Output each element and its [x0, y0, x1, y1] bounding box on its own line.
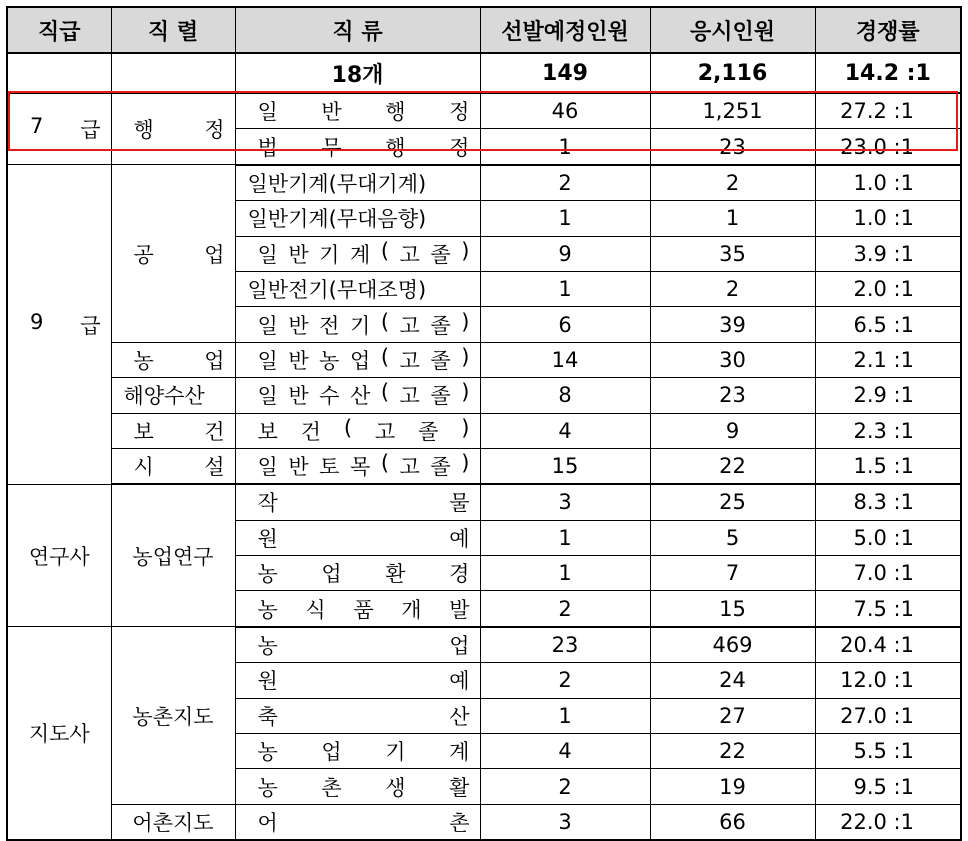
- ratio-cell: 1.0 :1: [815, 201, 961, 236]
- class-cell: 일 반 전 기 ( 고 졸 ): [235, 307, 480, 342]
- applicants-cell: 30: [650, 342, 815, 377]
- applicants-cell: 23: [650, 378, 815, 413]
- total-applicants: 2,116: [650, 53, 815, 93]
- header-series: 직 렬: [111, 7, 235, 53]
- ratio-cell: 20.4 :1: [815, 627, 961, 663]
- recruitment-competition-table: [6, 6, 962, 841]
- ratio-cell: 27.0 :1: [815, 698, 961, 733]
- applicants-cell: 2: [650, 271, 815, 306]
- ratio-cell: 1.0 :1: [815, 165, 961, 201]
- ratio-cell: 1.5 :1: [815, 448, 961, 484]
- total-grade-cell: [7, 53, 111, 93]
- planned-cell: 8: [480, 378, 650, 413]
- applicants-cell: 469: [650, 627, 815, 663]
- applicants-cell: 66: [650, 804, 815, 840]
- ratio-cell: 23.0 :1: [815, 129, 961, 165]
- series-cell-facility: 시 설: [111, 448, 235, 484]
- planned-cell: 6: [480, 307, 650, 342]
- applicants-cell: 25: [650, 484, 815, 520]
- header-ratio: 경쟁률: [815, 7, 961, 53]
- table-row: [7, 484, 961, 520]
- planned-cell: 1: [480, 556, 650, 591]
- class-cell: 작 물: [235, 484, 480, 520]
- ratio-cell: 22.0 :1: [815, 804, 961, 840]
- class-cell: 농 업 기 계: [235, 734, 480, 769]
- grade-cell-7: 7 급: [7, 93, 111, 165]
- class-cell: 일반기계(무대기계): [235, 165, 480, 201]
- planned-cell: 1: [480, 698, 650, 733]
- header-row: [7, 7, 961, 53]
- planned-cell: 14: [480, 342, 650, 377]
- planned-cell: 1: [480, 129, 650, 165]
- planned-cell: 9: [480, 236, 650, 271]
- grade-cell-instructor: 지도사: [7, 627, 111, 840]
- planned-cell: 2: [480, 591, 650, 627]
- planned-cell: 2: [480, 165, 650, 201]
- applicants-cell: 35: [650, 236, 815, 271]
- ratio-cell: 2.3 :1: [815, 413, 961, 448]
- total-class: 18개: [235, 53, 480, 93]
- applicants-cell: 9: [650, 413, 815, 448]
- class-cell: 법 무 행 정: [235, 129, 480, 165]
- planned-cell: 2: [480, 663, 650, 698]
- table-row: [7, 165, 961, 201]
- ratio-cell: 6.5 :1: [815, 307, 961, 342]
- planned-cell: 1: [480, 520, 650, 555]
- ratio-cell: 5.0 :1: [815, 520, 961, 555]
- applicants-cell: 7: [650, 556, 815, 591]
- class-cell: 원 예: [235, 663, 480, 698]
- series-cell-fishing-guidance: 어촌지도: [111, 804, 235, 840]
- class-cell: 일 반 토 목 ( 고 졸 ): [235, 448, 480, 484]
- ratio-cell: 2.1 :1: [815, 342, 961, 377]
- class-cell: 일 반 농 업 ( 고 졸 ): [235, 342, 480, 377]
- class-cell: 일반기계(무대음향): [235, 201, 480, 236]
- class-cell: 일 반 행 정: [235, 93, 480, 129]
- planned-cell: 3: [480, 484, 650, 520]
- ratio-cell: 2.9 :1: [815, 378, 961, 413]
- series-cell-fisheries: 해양수산: [111, 378, 235, 413]
- header-class: 직 류: [235, 7, 480, 53]
- class-cell: 농 촌 생 활: [235, 769, 480, 804]
- grade-cell-9: 9 급: [7, 165, 111, 485]
- class-cell: 일 반 수 산 ( 고 졸 ): [235, 378, 480, 413]
- table-row: [7, 448, 961, 484]
- applicants-cell: 27: [650, 698, 815, 733]
- header-planned: 선발예정인원: [480, 7, 650, 53]
- table-row: [7, 93, 961, 129]
- applicants-cell: 22: [650, 448, 815, 484]
- series-cell-agriculture: 농 업: [111, 342, 235, 377]
- ratio-cell: 5.5 :1: [815, 734, 961, 769]
- table-row: [7, 804, 961, 840]
- planned-cell: 4: [480, 413, 650, 448]
- series-cell-health: 보 건: [111, 413, 235, 448]
- series-cell-admin: 행 정: [111, 93, 235, 165]
- total-planned: 149: [480, 53, 650, 93]
- applicants-cell: 39: [650, 307, 815, 342]
- planned-cell: 23: [480, 627, 650, 663]
- ratio-cell: 8.3 :1: [815, 484, 961, 520]
- planned-cell: 46: [480, 93, 650, 129]
- applicants-cell: 1: [650, 201, 815, 236]
- applicants-cell: 1,251: [650, 93, 815, 129]
- applicants-cell: 19: [650, 769, 815, 804]
- grade-cell-researcher: 연구사: [7, 484, 111, 627]
- ratio-cell: 7.5 :1: [815, 591, 961, 627]
- table-row: [7, 413, 961, 448]
- applicants-cell: 24: [650, 663, 815, 698]
- class-cell: 원 예: [235, 520, 480, 555]
- planned-cell: 15: [480, 448, 650, 484]
- planned-cell: 4: [480, 734, 650, 769]
- class-cell: 어 촌: [235, 804, 480, 840]
- applicants-cell: 23: [650, 129, 815, 165]
- header-applicants: 응시인원: [650, 7, 815, 53]
- total-row: [7, 53, 961, 93]
- ratio-cell: 12.0 :1: [815, 663, 961, 698]
- class-cell: 일반전기(무대조명): [235, 271, 480, 306]
- ratio-cell: 2.0 :1: [815, 271, 961, 306]
- table-row: [7, 342, 961, 377]
- class-cell: 농 업 환 경: [235, 556, 480, 591]
- planned-cell: 1: [480, 271, 650, 306]
- total-series-cell: [111, 53, 235, 93]
- class-cell: 농 식 품 개 발: [235, 591, 480, 627]
- header-grade: 직급: [7, 7, 111, 53]
- class-cell: 농 업: [235, 627, 480, 663]
- ratio-cell: 3.9 :1: [815, 236, 961, 271]
- class-cell: 보 건 ( 고 졸 ): [235, 413, 480, 448]
- applicants-cell: 22: [650, 734, 815, 769]
- table-row: [7, 627, 961, 663]
- table-row: [7, 378, 961, 413]
- applicants-cell: 15: [650, 591, 815, 627]
- ratio-cell: 27.2 :1: [815, 93, 961, 129]
- total-ratio: 14.2 :1: [815, 53, 961, 93]
- planned-cell: 3: [480, 804, 650, 840]
- class-cell: 일 반 기 계 ( 고 졸 ): [235, 236, 480, 271]
- series-cell-agri-research: 농업연구: [111, 484, 235, 627]
- series-cell-industry: 공 업: [111, 165, 235, 342]
- ratio-cell: 9.5 :1: [815, 769, 961, 804]
- planned-cell: 2: [480, 769, 650, 804]
- class-cell: 축 산: [235, 698, 480, 733]
- applicants-cell: 5: [650, 520, 815, 555]
- applicants-cell: 2: [650, 165, 815, 201]
- ratio-cell: 7.0 :1: [815, 556, 961, 591]
- series-cell-rural-guidance: 농촌지도: [111, 627, 235, 804]
- planned-cell: 1: [480, 201, 650, 236]
